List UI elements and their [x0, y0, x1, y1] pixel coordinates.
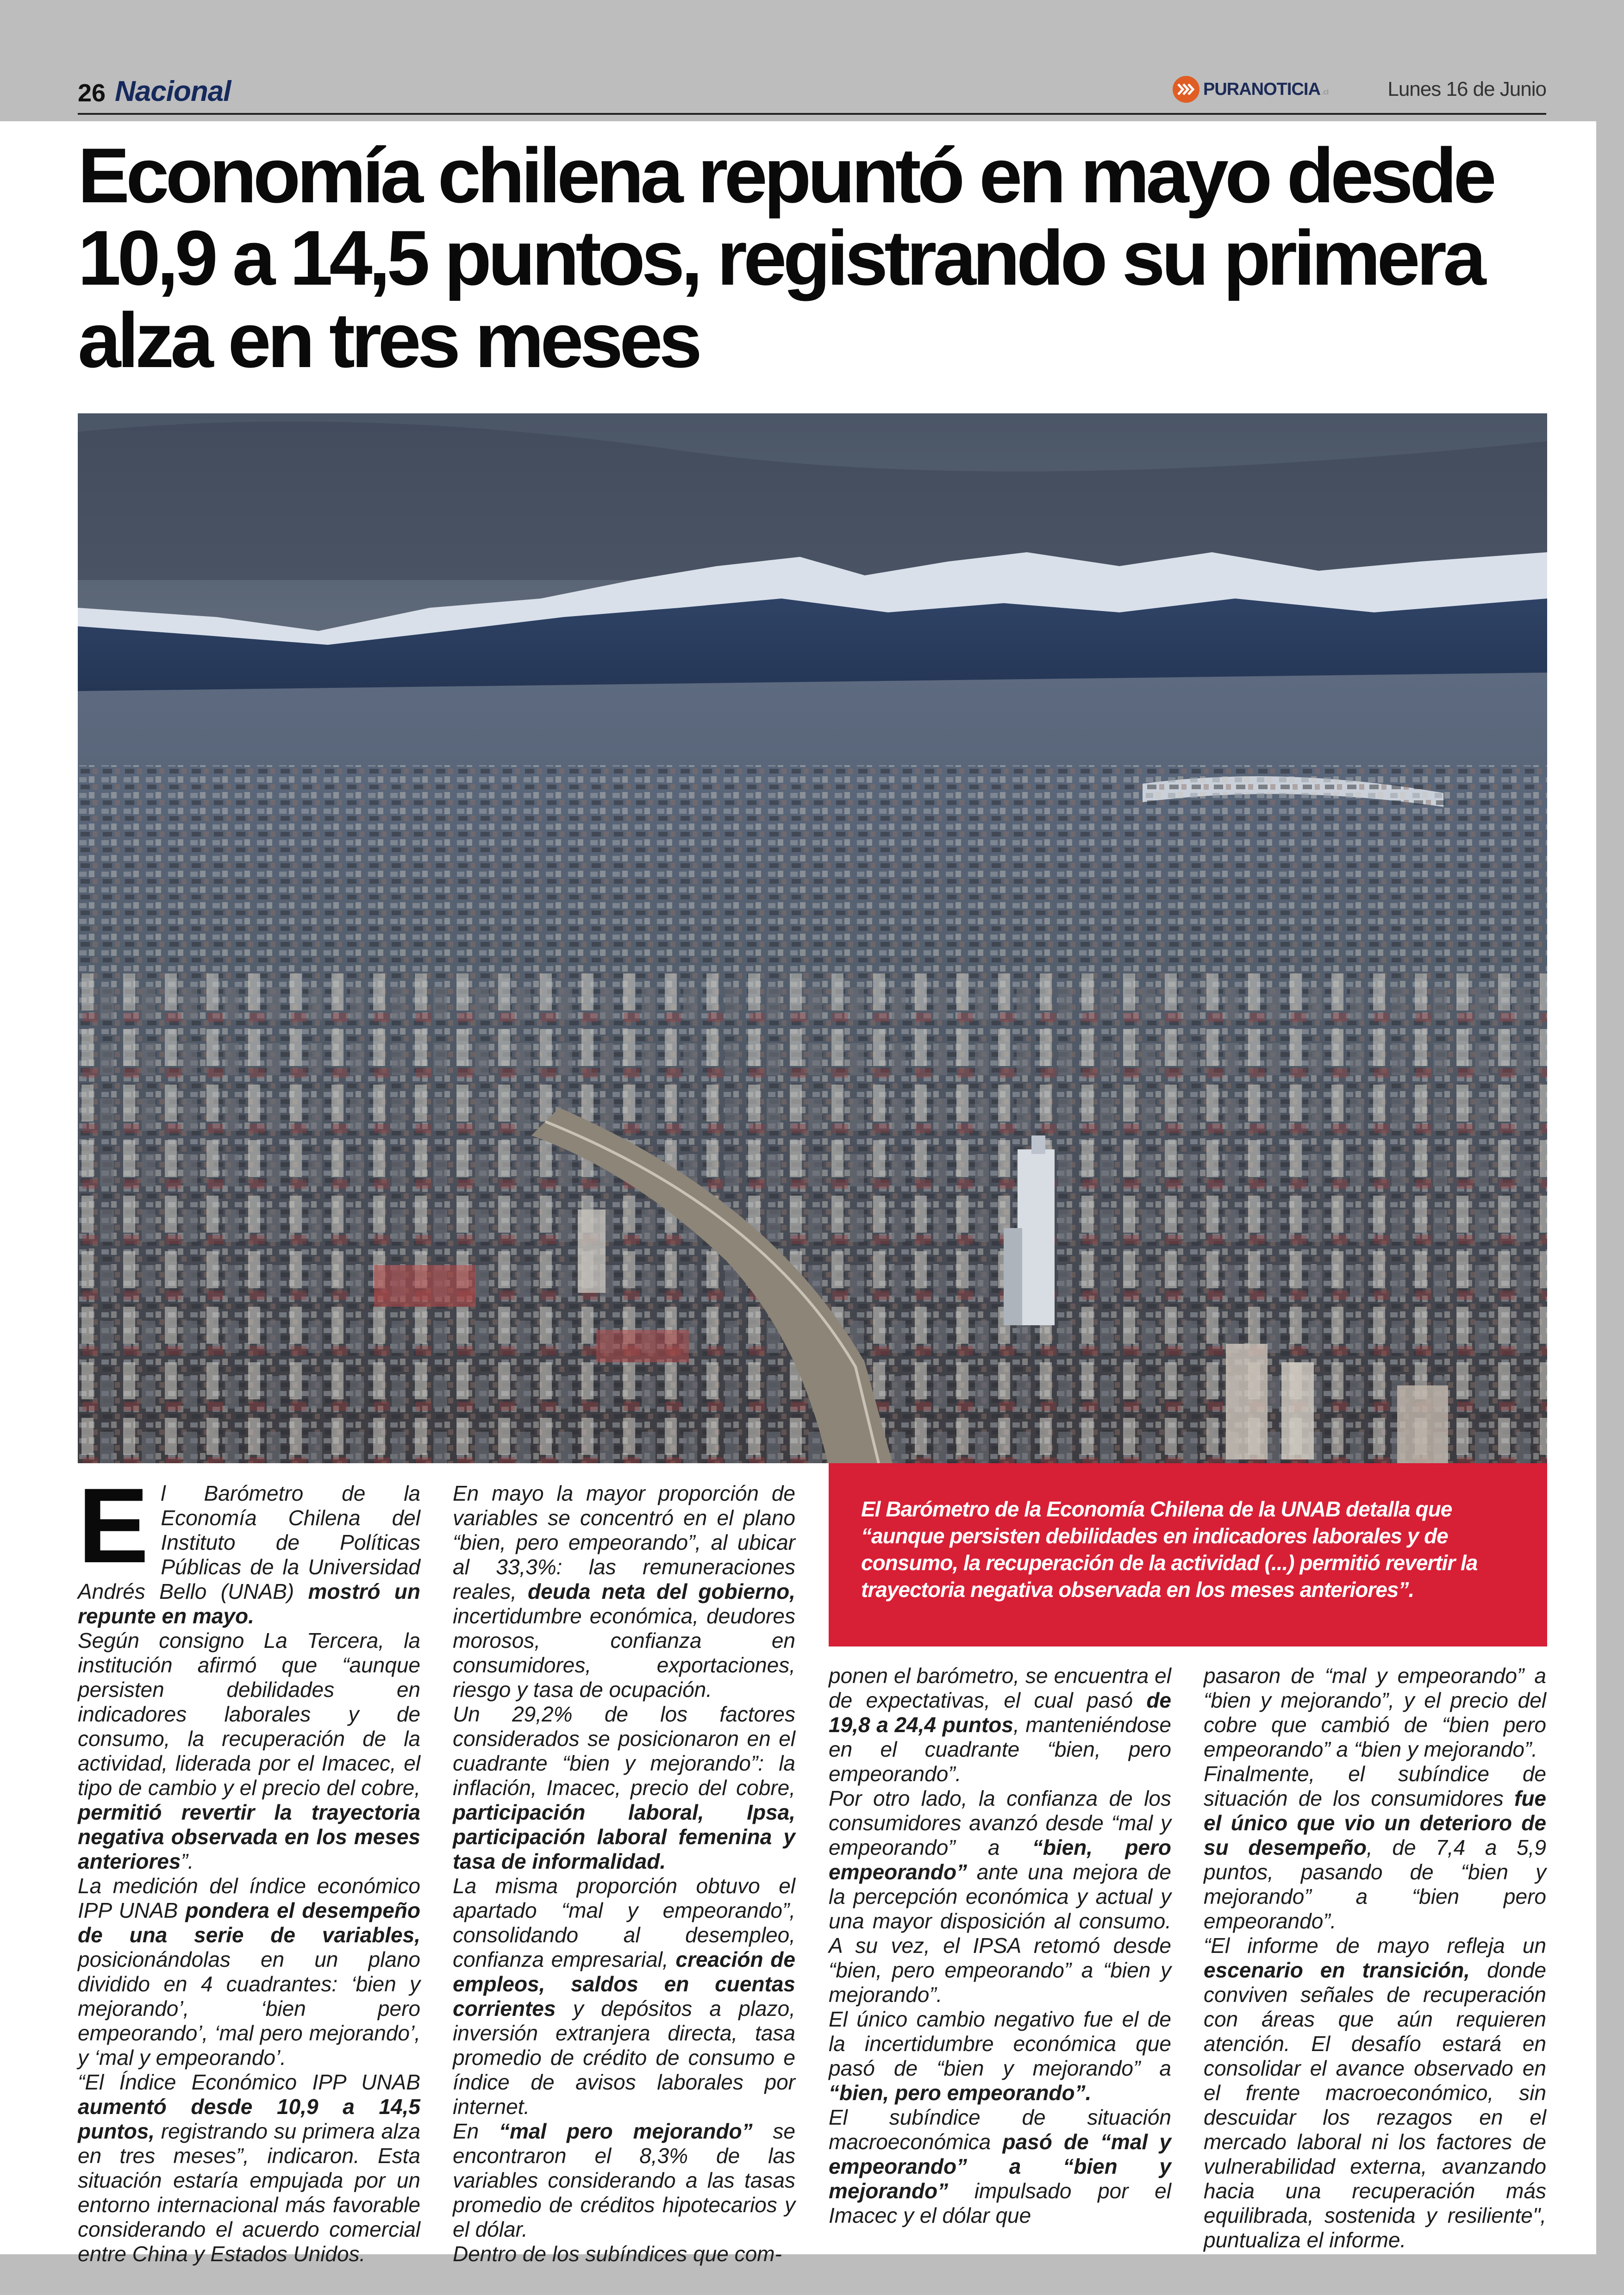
header-divider	[78, 113, 1546, 115]
page-header	[78, 74, 1546, 118]
text-run: “El informe de mayo refleja un	[1204, 1933, 1546, 1958]
headline: Economía chilena repuntó en mayo desde 10,9 a 14,5 puntos, registrando su primera alza en tres meses	[78, 132, 1493, 384]
text-run: ponen el barómetro, se encuentra el de expectativas, el cual pasó	[829, 1664, 1171, 1712]
text-run: ”.	[181, 1849, 194, 1873]
text-run-bold: “bien, pero empeorando”	[829, 1835, 1171, 1884]
text-run: Finalmente, el subíndice de situación de los consumidores	[1204, 1762, 1546, 1810]
paragraph	[453, 1702, 795, 1874]
text-run: posicionándolas en un plano dividido en 4 cuadrantes: ‘bien y mejorando’, ‘bien pero empeorando’, ‘mal pero mejorando’, y ‘mal y empeorando’.	[78, 1947, 420, 2070]
paragraph: pasaron de “mal y empeorando” a “bien y mejorando”, y el precio del cobre que cambió de “bien pero empeorando” a “bien y mejorando”.	[1204, 1664, 1546, 1761]
text-run: La misma proporción obtuvo el apartado “mal y empeorando”, consolidando al desempleo, confianza empresarial,	[453, 1874, 795, 1971]
paragraph	[78, 2070, 420, 2266]
body-column-3	[829, 1664, 1171, 2228]
text-run: ante una mejora de la percepción económica y actual y una mayor disposición al consumo. A su vez, el IPSA retomó desde “bien, pero empeorando” a “bien y mejorando”.	[829, 1860, 1171, 2007]
section-title: Nacional	[115, 75, 231, 107]
text-run: En mayo la mayor proporción de variables se concentró en el plano “bien, pero empeorando”, al ubicar al 33,3%: las remuneraciones reales,	[453, 1481, 795, 1603]
paragraph: Dentro de los subíndices que com-	[453, 2242, 782, 2266]
text-run: En	[453, 2119, 500, 2143]
brand-suffix: .cl	[1321, 88, 1329, 96]
brand-logo	[1173, 76, 1329, 103]
paragraph	[78, 1628, 420, 1874]
body-column-2	[453, 1481, 795, 2266]
text-run: “El Índice Económico IPP UNAB	[78, 2070, 420, 2094]
text-run: Un 29,2% de los factores considerados se posicionaron en el cuadrante “bien y mejorando”: la inflación, Imacec, precio del cobre,	[453, 1702, 795, 1800]
text-run: Según consigno La Tercera, la institución afirmó que “aunque persisten debilidades en indicadores laborales y de consumo, la recuperación de la actividad, liderada por el Imacec, el tipo de cambio y el precio del cobre,	[78, 1628, 420, 1800]
text-run-bold: deuda neta del gobierno,	[528, 1579, 795, 1603]
text-run: y depósitos a plazo, inversión extranjera directa, tasa promedio de crédito de consumo e índice de avisos laborales por internet.	[453, 1996, 795, 2119]
text-run: incertidumbre económica, deudores morosos, confianza en consumidores, exportaciones, riesgo y tasa de ocupación.	[453, 1604, 795, 1702]
text-run: , manteniéndose en el cuadrante “bien, pero empeorando”.	[829, 1713, 1171, 1786]
text-run: El único cambio negativo fue el de la incertidumbre económica que pasó de “bien y mejorando” a	[829, 2007, 1171, 2080]
santiago-city-photo	[78, 413, 1547, 1463]
paragraph	[829, 2007, 1171, 2105]
text-run-bold: “bien, pero empeorando”.	[829, 2081, 1092, 2105]
drop-cap: E	[78, 1466, 149, 1585]
body-column-1	[78, 1466, 420, 2266]
text-run-bold: participación laboral, Ipsa, participación laboral femenina y tasa de informalidad.	[453, 1800, 795, 1873]
text-run: Por otro lado, la confianza de los consumidores avanzó desde “mal y empeorando” a	[829, 1786, 1171, 1859]
text-run: l Barómetro de la Economía Chilena del Instituto de Políticas Públicas de la Universidad Andrés Bello (UNAB)	[78, 1481, 420, 1603]
text-run: , de 7,4 a 5,9 puntos, pasando de “bien y mejorando” a “bien pero empeorando”.	[1204, 1835, 1546, 1933]
body-column-4	[1204, 1664, 1546, 2252]
text-run: impulsado por el Imacec y el dólar que	[829, 2179, 1171, 2227]
pull-quote-text: El Barómetro de la Economía Chilena de la UNAB detalla que “aunque persisten debilidades en indicadores laborales y de consumo, la recuperación de la actividad (...) permitió revertir la trayectoria negativa observada en los meses anteriores”.	[861, 1497, 1478, 1602]
paragraph	[78, 1874, 420, 2070]
text-run-bold: pasó de “mal y empeorando” a “bien y mejorando”	[829, 2130, 1171, 2203]
paragraph	[453, 2119, 795, 2242]
brand-chevrons-icon	[1173, 76, 1199, 103]
paragraph	[1204, 1762, 1546, 1933]
text-run-bold: “mal pero mejorando”	[499, 2119, 753, 2143]
paragraph	[1204, 1933, 1546, 2252]
text-run-bold: de 19,8 a 24,4 puntos	[829, 1688, 1171, 1737]
page-frame-right	[1596, 0, 1624, 2295]
text-run-bold: creación de empleos, saldos en cuentas corrientes	[453, 1947, 795, 2021]
text-run-bold: escenario en transición,	[1204, 1958, 1470, 1982]
page-number: 26	[78, 79, 106, 107]
pull-quote-box	[829, 1463, 1547, 1646]
text-run: El subíndice de situación macroeconómica	[829, 2105, 1171, 2154]
text-run: La medición del índice económico IPP UNAB	[78, 1874, 420, 1922]
paragraph	[453, 1874, 795, 2119]
text-run: registrando su primera alza en tres meses”, indicaron. Esta situación estaría empujada por un entorno internacional más favorable considerando el acuerdo comercial entre China y Estados Unidos.	[78, 2119, 420, 2266]
text-run-bold: permitió revertir la trayectoria negativa observada en los meses anteriores	[78, 1800, 420, 1873]
text-run-bold: pondera el desempeño de una serie de variables,	[78, 1898, 420, 1947]
text-run-bold: mostró un repunte en mayo.	[78, 1579, 420, 1628]
brand-name: PURANOTICIA	[1203, 79, 1320, 99]
paragraph	[829, 1786, 1171, 2007]
paragraph	[829, 1664, 1171, 1786]
paragraph	[829, 2105, 1171, 2228]
text-run: se encontraron el 8,3% de las variables considerando a las tasas promedio de créditos hipotecarios y el dólar.	[453, 2119, 795, 2241]
text-run-bold: fue el único que vio un deterioro de su desempeño	[1204, 1786, 1546, 1859]
text-run: donde conviven señales de recuperación con áreas que aún requieren atención. El desafío estará en consolidar el avance observado en el frente macroeconómico, sin descuidar los rezagos en el mercado laboral ni los factores de vulnerabilidad externa, avanzando hacia una recuperación más equilibrada, sostenida y resiliente", puntualiza el informe.	[1204, 1958, 1546, 2252]
text-run-bold: aumentó desde 10,9 a 14,5 puntos,	[78, 2095, 420, 2143]
paragraph	[453, 1481, 795, 1702]
issue-date: Lunes 16 de Junio	[1387, 78, 1546, 100]
